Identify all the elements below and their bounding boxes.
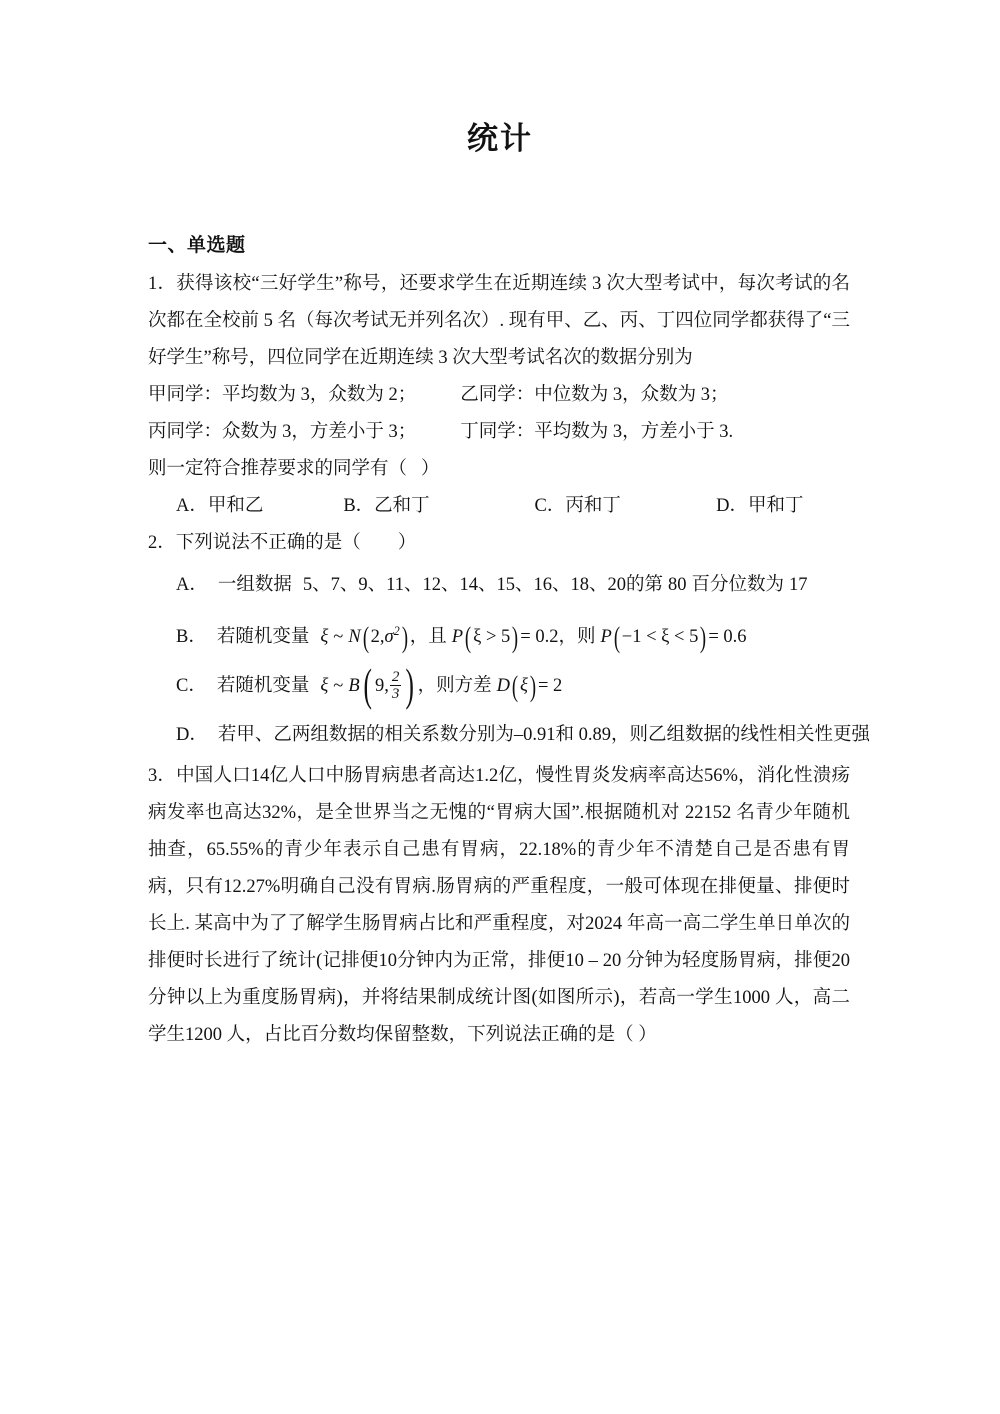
option-b-then: ，则 [558, 626, 596, 647]
binomial-n: 9, [374, 675, 389, 696]
option-c-variance [496, 669, 563, 703]
option-d-label: D． [716, 495, 749, 516]
question-2-option-c[interactable] [176, 660, 850, 712]
question-1-data-line-1 [148, 377, 850, 414]
binomial-dist-name: B [348, 675, 360, 696]
question-1-data-left-1: 甲同学：平均数为 3，众数为 2； [148, 384, 417, 405]
option-b-label: B． [343, 495, 375, 516]
option-b-mid: ，且 [409, 626, 447, 647]
option-c-mid: ，则方差 [417, 675, 492, 696]
option-d-label: D． [176, 724, 208, 745]
option-a-value: 17 [789, 574, 808, 595]
option-c-formula [320, 659, 417, 711]
option-a-number-list: 5、7、9、11、12、14、15、16、18、20 [302, 574, 626, 595]
question-2-option-a[interactable] [176, 562, 850, 608]
option-b-label: B． [176, 626, 207, 647]
section-heading-single-choice: 一、单选题 [148, 235, 246, 257]
right-paren: ) [405, 659, 415, 711]
question-2 [148, 525, 871, 758]
left-paren: ( [363, 659, 372, 711]
prob-value-2: = 0.6 [708, 626, 747, 647]
option-a-prefix: 一组数据 [217, 574, 292, 595]
question-1-options [148, 488, 850, 525]
normal-dist-name: N [348, 626, 361, 647]
question-3-paragraph: 3．中国人口14亿人口中肠胃病患者高达1.2亿，慢性胃炎发病率高达56%，消化性溃疡病发率也高达32%，是全世界当之无愧的“胃病大国”.根据随机对 22152 名青少年随机抽查，65.55%的青少年表示自己患有胃病，22.18%的青少年不清楚自己是否患有胃病，只有12.27%明确自己没有胃病.肠胃病的严重程度，一般可体现在排便量、排便时长上. 某高中为了了解学生肠胃病占比和严重程度，对2024 年高一高二学生单日单次的排便时长进行了统计(记排便10分钟内为正常，排便10 – 20 分钟为轻度肠胃病，排便20 分钟以上为重度肠胃病)，并将结果制成统计图(如图所示)，若高一学生1000 人，高二学生1200 人，占比百分数均保留整数，下列说法正确的是（ ） [148, 765, 850, 1045]
left-paren: ( [362, 620, 369, 654]
distributed-as-symbol: ~ [333, 675, 344, 696]
fraction-numerator: 2 [391, 668, 400, 685]
dist-sigma: σ [384, 626, 394, 647]
question-1-option-a[interactable] [176, 488, 343, 525]
option-b-probability-1 [451, 620, 559, 654]
option-c-prefix: 若随机变量 [216, 675, 310, 696]
left-paren: ( [511, 669, 519, 703]
question-1-option-b[interactable] [343, 488, 534, 525]
question-1-data-left-2: 丙同学：众数为 3，方差小于 3； [148, 421, 417, 442]
right-paren: ) [700, 620, 707, 654]
option-a-label: A． [176, 574, 208, 595]
variance-function: D [496, 675, 511, 696]
random-variable-xi: ξ [320, 675, 329, 696]
dist-sigma-exponent: 2 [393, 623, 400, 638]
option-c-text: 丙和丁 [565, 495, 621, 516]
question-2-option-b[interactable] [176, 608, 850, 660]
page-title: 统计 [467, 121, 533, 156]
dist-mean: 2 [370, 626, 380, 647]
option-b-formula: ξ ~ N( $2,\sigma^2$) [320, 620, 408, 654]
option-a-mid: 的第 [625, 574, 663, 595]
question-3 [148, 758, 850, 1054]
option-a-suffix: 百分位数为 [691, 574, 784, 595]
prob-expression-2: −1 < ξ < 5 [621, 626, 699, 647]
option-b-text: 乙和丁 [374, 495, 430, 516]
question-2-option-d[interactable] [176, 712, 871, 758]
prob-function: P [451, 626, 464, 647]
fraction-denominator: 3 [391, 686, 400, 703]
option-a-label: A． [176, 495, 208, 516]
option-b-probability-2 [600, 620, 747, 654]
variance-argument: ξ [520, 675, 528, 696]
option-a-percentile: 80 [667, 574, 687, 595]
question-1 [148, 266, 850, 525]
right-paren: ) [529, 669, 537, 703]
left-paren: ( [613, 620, 620, 654]
left-paren: ( [464, 620, 472, 654]
fraction-two-thirds [390, 669, 402, 702]
question-1-option-d[interactable] [716, 488, 850, 525]
prob-value: = 0.2 [520, 626, 559, 647]
question-1-data-line-2 [148, 414, 850, 451]
question-2-stem: 2．下列说法不正确的是（ ） [148, 532, 417, 553]
option-b-prefix: 若随机变量 [216, 626, 310, 647]
option-d-text: 若甲、乙两组数据的相关系数分别为–0.91和 0.89，则乙组数据的线性相关性更强 [217, 724, 871, 745]
question-1-data-right-1: 乙同学：中位数为 3，众数为 3； [460, 384, 729, 405]
right-paren: ) [401, 620, 408, 654]
prob-function-2: P [600, 626, 612, 647]
question-1-option-c[interactable] [535, 488, 717, 525]
document-body [148, 232, 871, 1054]
variance-value: = 2 [537, 675, 563, 696]
question-1-stem: 1．获得该校“三好学生”称号，还要求学生在近期连续 3 次大型考试中，每次考试的名次都在全校前 5 名（每次考试无并列名次）. 现有甲、乙、丙、丁四位同学都获得了“三好学生”称号，四位同学在近期连续 3 次大型考试名次的数据分别为 [148, 273, 850, 368]
distributed-as-symbol: ~ [333, 626, 344, 647]
option-c-label: C． [176, 675, 207, 696]
option-a-text: 甲和乙 [207, 495, 264, 516]
question-1-ask: 则一定符合推荐要求的同学有（ ） [148, 458, 440, 479]
random-variable-xi: ξ [320, 626, 329, 647]
right-paren: ) [512, 620, 519, 654]
question-1-data-right-2: 丁同学：平均数为 3，方差小于 3. [460, 421, 734, 442]
question-2-options [148, 562, 871, 758]
option-d-text: 甲和丁 [748, 495, 804, 516]
prob-expression: ξ > 5 [473, 626, 511, 647]
option-c-label: C． [534, 495, 566, 516]
